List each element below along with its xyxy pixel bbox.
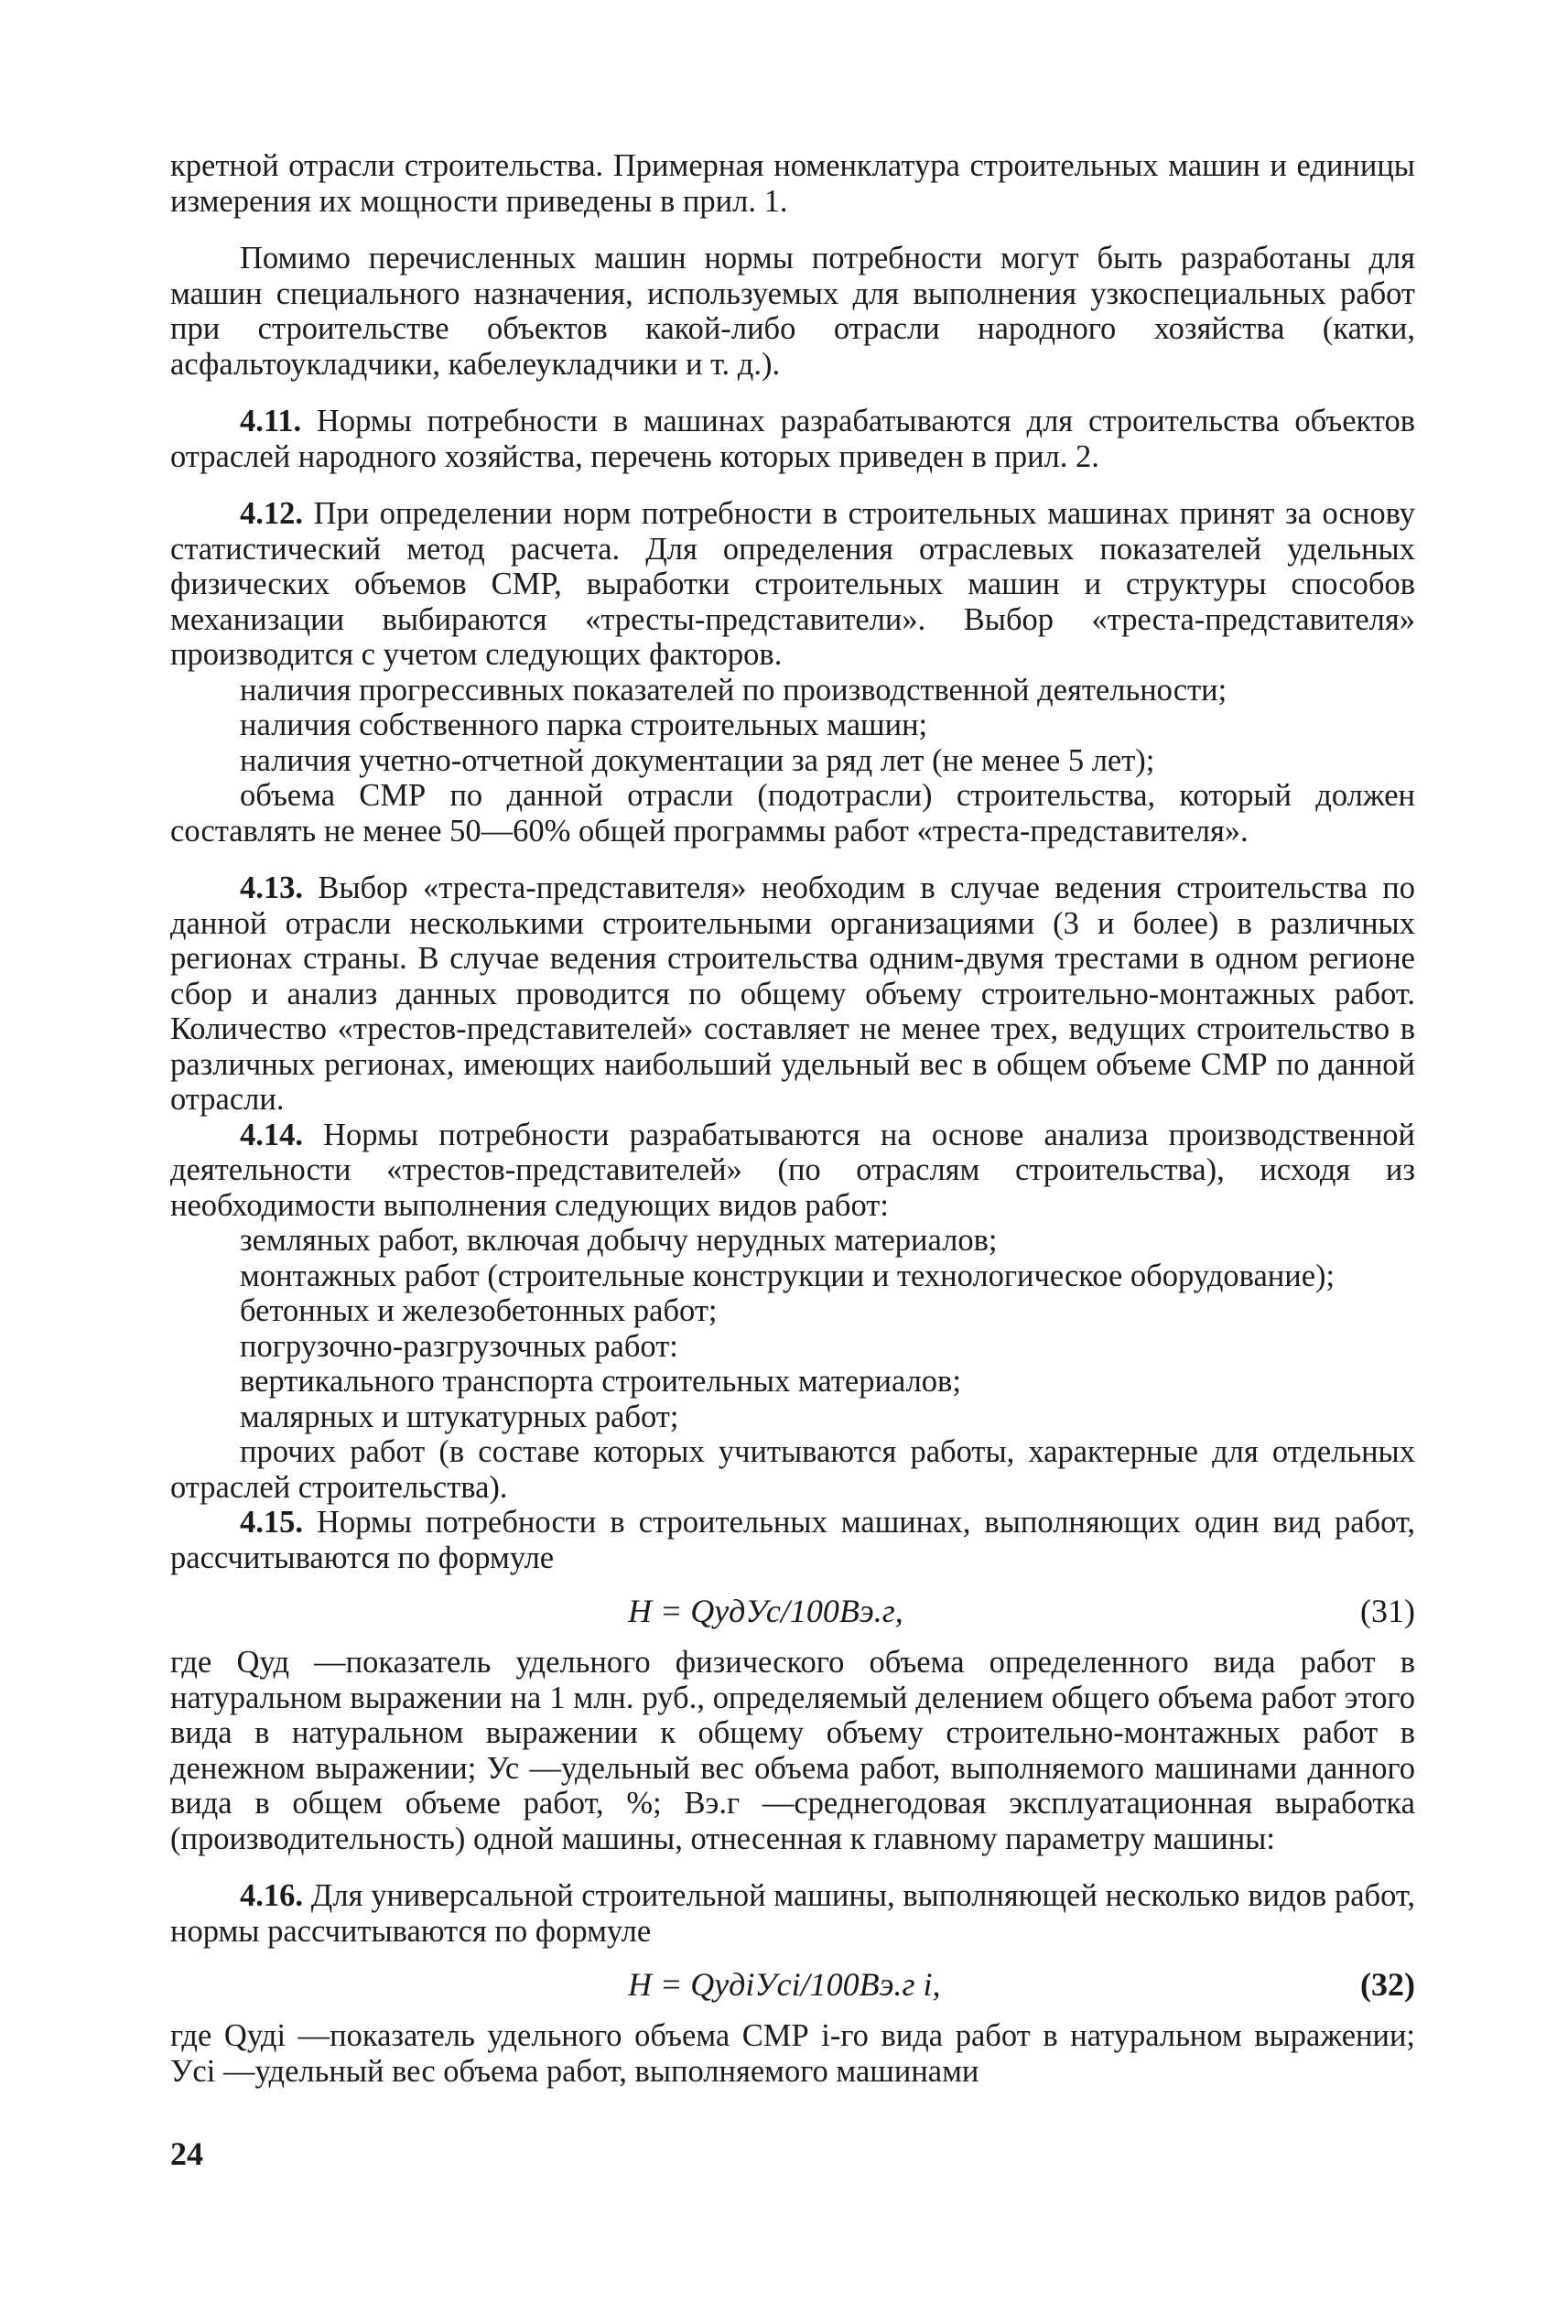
formula-expression: Н = QудiУci/100Вэ.г i, [628, 1966, 941, 2003]
paragraph-4-11 [170, 404, 1415, 474]
paragraph-text: Выбор «треста-представителя» необходим в случае ведения строительства по данной отрасли несколькими строительными организациями (3 и более) в различных регионах страны. В случае ведения строительства одним-двумя трестами в одном регионе сбор и анализ данных проводится по общему объему строительно-монтажных работ. Количество «трестов-представителей» составляет не менее трех, ведущих строительство в различных регионах, имеющих наибольший удельный вес в общем объеме СМР по данной отрасли. [170, 870, 1415, 1117]
paragraph: кретной отрасли строительства. Примерная номенклатура строительных машин и единицы измерения их мощности приведены в прил. 1. [170, 148, 1415, 219]
paragraph-text: Нормы потребности в строительных машинах, выполняющих один вид работ, рассчитываются по формуле [170, 1505, 1415, 1575]
section-number: 4.16. [240, 1878, 303, 1913]
list-item: объема СМР по данной отрасли (подотрасли) строительства, который должен составлять не менее 50—60% общей программы работ «треста-представителя». [170, 778, 1415, 849]
paragraph-text: Для универсальной строительной машины, выполняющей несколько видов работ, нормы рассчитываются по формуле [170, 1878, 1415, 1949]
formula-expression: Н = QудУс/100Вэ.г, [628, 1593, 903, 1629]
paragraph-4-12 [170, 496, 1415, 673]
section-number: 4.13. [240, 870, 303, 905]
section-number: 4.14. [240, 1117, 303, 1152]
formula-number: (31) [1360, 1593, 1415, 1629]
formula-32 [170, 1962, 1415, 2009]
paragraph-4-13 [170, 870, 1415, 1118]
paragraph-text: Нормы потребности разрабатываются на основе анализа производственной деятельности «трестов-представителей» (по отраслям строительства), исходя из необходимости выполнения следующих видов работ: [170, 1117, 1415, 1223]
list-item: погрузочно-разгрузочных работ: [240, 1328, 678, 1364]
list-item: наличия прогрессивных показателей по производственной деятельности; [240, 672, 1227, 708]
list-item: наличия учетно-отчетной документации за ряд лет (не менее 5 лет); [240, 742, 1155, 778]
paragraph-4-14 [170, 1118, 1415, 1224]
formula-explanation: где Qудi —показатель удельного объема СМР i-го вида работ в натуральном выражении; Уci —удельный вес объема работ, выполняемого машинами [170, 2018, 1415, 2089]
formula-number: (32) [1360, 1966, 1415, 2003]
body-text [170, 148, 1415, 2089]
paragraph-4-15 [170, 1505, 1415, 1575]
section-number: 4.15. [240, 1505, 303, 1540]
list-item: наличия собственного парка строительных машин; [240, 708, 928, 742]
list-item: монтажных работ (строительные конструкции и технологическое оборудование); [240, 1258, 1336, 1293]
formula-explanation: где Qуд —показатель удельного физического объема определенного вида работ в натуральном выражении на 1 млн. руб., определяемый делением общего объема работ этого вида в натуральном выражении к общему объему строительно-монтажных работ в денежном выражении; Ус —удельный вес объема работ, выполняемого машинами данного вида в общем объеме работ, %; Вэ.г —среднегодовая эксплуатационная выработка (производительность) одной машины, отнесенная к главному параметру машины: [170, 1645, 1415, 1856]
list-item: малярных и штукатурных работ; [240, 1399, 679, 1434]
list-item: вертикального транспорта строительных материалов; [240, 1364, 961, 1399]
list-item: земляных работ, включая добычу нерудных материалов; [240, 1223, 998, 1258]
paragraph-4-16 [170, 1878, 1415, 1949]
paragraph-text: При определении норм потребности в строительных машинах принят за основу статистический метод расчета. Для определения отраслевых показателей удельных физических объемов СМР, выработки строительных машин и структуры способов механизации выбираются «тресты-представители». Выбор «треста-представителя» производится с учетом следующих факторов. [170, 496, 1415, 672]
paragraph: Помимо перечисленных машин нормы потребности могут быть разработаны для машин специального назначения, используемых для выполнения узкоспециальных работ при строительстве объектов какой-либо отрасли народного хозяйства (катки, асфальтоукладчики, кабелеукладчики и т. д.). [170, 241, 1415, 382]
list-item: прочих работ (в составе которых учитываются работы, характерные для отдельных отраслей строительства). [170, 1434, 1415, 1505]
formula-31 [170, 1588, 1415, 1636]
section-number: 4.12. [240, 496, 303, 531]
page-number: 24 [170, 2135, 203, 2172]
list-item: бетонных и железобетонных работ; [240, 1293, 718, 1328]
paragraph-text: Нормы потребности в машинах разрабатываются для строительства объектов отраслей народного хозяйства, перечень которых приведен в прил. 2. [170, 404, 1415, 474]
section-number: 4.11. [240, 404, 302, 438]
